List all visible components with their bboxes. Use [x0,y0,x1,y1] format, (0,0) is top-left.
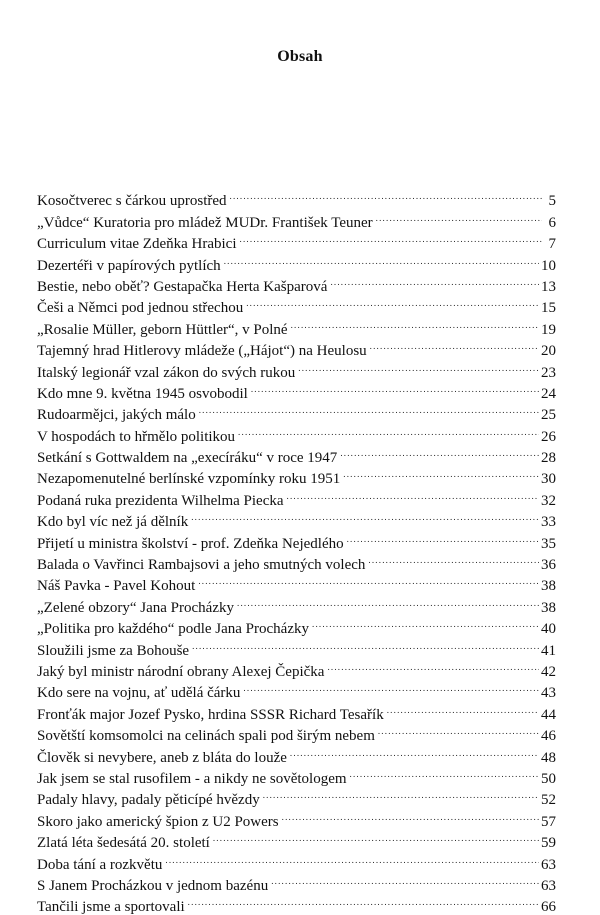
toc-entry-title: Italský legionář vzal zákon do svých rukou [37,364,296,381]
dot-leader [198,569,539,590]
dot-leader [238,419,539,440]
toc-entry-page: 10 [541,257,556,274]
toc-entry-title: Kdo mne 9. května 1945 osvobodil [37,385,248,402]
toc-entry-title: „Vůdce“ Kuratoria pro mládež MUDr. František Teuner [37,214,373,231]
dot-leader [240,227,542,248]
toc-entry-page: 33 [541,514,556,531]
toc-entry-title: „Politika pro každého“ podle Jana Procházky [37,621,309,638]
dot-leader [188,890,539,911]
toc-entry-title: Fronťák major Jozef Pysko, hrdina SSSR Richard Tesařík [37,706,384,723]
toc-entry-title: Člověk si nevybere, aneb z bláta do louže [37,749,287,766]
toc-entry-title: Češi a Němci pod jednou střechou [37,300,244,317]
dot-leader [230,184,542,205]
toc-entry-title: Sloužili jsme za Bohouše [37,642,190,659]
dot-leader [243,676,539,697]
toc-entry-page: 5 [548,193,556,210]
page-title: Obsah [277,48,323,65]
toc-entry-title: „Rosalie Müller, geborn Hüttler“, v Polné [37,321,288,338]
toc-entry-page: 59 [541,835,556,852]
dot-leader [312,612,539,633]
dot-leader [287,483,539,504]
toc-entry-title: Dezertéři v papírových pytlích [37,257,221,274]
dot-leader [376,205,542,226]
toc-entry-title: Bestie, nebo oběť? Gestapačka Herta Kašparová [37,278,328,295]
dot-leader [191,505,539,526]
toc-entry-page: 57 [541,813,556,830]
toc-entry-page: 50 [541,770,556,787]
toc-entry-title: Zlatá léta šedesátá 20. století [37,835,210,852]
toc-entry-page: 13 [541,278,556,295]
toc-entry [37,184,556,210]
toc-entry-page: 40 [541,621,556,638]
toc-entry-page: 20 [541,343,556,360]
dot-leader [213,826,539,847]
toc-entry-page: 30 [541,471,556,488]
toc-entry-page: 36 [541,557,556,574]
toc-entry-title: Tančili jsme a sportovali [37,899,185,915]
toc-entry-page: 26 [541,428,556,445]
toc-entry-page: 19 [541,321,556,338]
dot-leader [347,526,539,547]
toc-entry-title: Setkání s Gottwaldem na „execíráku“ v roce 1947 [37,450,338,467]
dot-leader [340,441,539,462]
toc-entry-title: Nezapomenutelné berlínské vzpomínky roku 1951 [37,471,341,488]
toc-entry-page: 66 [541,899,556,915]
toc-entry-page: 24 [541,385,556,402]
dot-leader [237,590,539,611]
toc-entry-page: 42 [541,663,556,680]
dot-leader [298,355,539,376]
toc-entry-page: 15 [541,300,556,317]
toc-entry-page: 25 [541,407,556,424]
toc-entry-title: Kdo sere na vojnu, ať udělá čárku [37,685,241,702]
toc-entry-page: 48 [541,749,556,766]
toc-entry-title: Balada o Vavřinci Rambajsovi a jeho smutných volech [37,557,366,574]
toc-entry-title: Sovětští komsomolci na celinách spali pod širým nebem [37,728,375,745]
toc-entry-title: Doba tání a rozkvětu [37,856,163,873]
dot-leader [263,783,539,804]
dot-leader [378,719,539,740]
dot-leader [165,847,539,868]
dot-leader [282,804,539,825]
toc-entry-page: 43 [541,685,556,702]
toc-entry-page: 28 [541,450,556,467]
toc-entry-title: S Janem Procházkou v jednom bazénu [37,877,269,894]
toc-entry-title: Náš Pavka - Pavel Kohout [37,578,196,595]
dot-leader [387,697,539,718]
toc-entry-page: 46 [541,728,556,745]
dot-leader [246,291,539,312]
toc-entry-title: Skoro jako americký špion z U2 Powers [37,813,279,830]
dot-leader [199,398,539,419]
dot-leader [192,633,539,654]
dot-leader [224,248,539,269]
toc-entry-title: Padaly hlavy, padaly pěticípé hvězdy [37,792,260,809]
toc-entry-title: „Zelené obzory“ Jana Procházky [37,599,234,616]
toc-entry-page: 44 [541,706,556,723]
toc-entry-page: 38 [541,599,556,616]
dot-leader [350,762,539,783]
toc-entry-title: Kosočtverec s čárkou uprostřed [37,193,227,210]
toc-entry-title: Rudoarmějci, jakých málo [37,407,196,424]
table-of-contents [37,184,556,915]
toc-entry-page: 6 [548,214,556,231]
dot-leader [330,270,539,291]
toc-entry-title: Kdo byl víc než já dělník [37,514,189,531]
toc-entry-page: 23 [541,364,556,381]
toc-entry-title: Jaký byl ministr národní obrany Alexej Čepička [37,663,325,680]
toc-entry-title: Tajemný hrad Hitlerovy mládeže („Hájot“) na Heulosu [37,343,367,360]
dot-leader [368,548,539,569]
toc-entry-page: 63 [541,877,556,894]
toc-entry-title: Jak jsem se stal rusofilem - a nikdy ne sovětologem [37,770,347,787]
toc-entry-page: 52 [541,792,556,809]
dot-leader [251,377,539,398]
toc-entry-page: 7 [548,236,556,253]
dot-leader [343,462,539,483]
toc-entry-page: 32 [541,492,556,509]
toc-entry-title: Přijetí u ministra školství - prof. Zdeňka Nejedlého [37,535,344,552]
toc-entry-page: 35 [541,535,556,552]
dot-leader [327,655,539,676]
toc-entry-page: 38 [541,578,556,595]
toc-entry-page: 63 [541,856,556,873]
dot-leader [370,334,539,355]
toc-entry-title: Podaná ruka prezidenta Wilhelma Piecka [37,492,284,509]
dot-leader [271,869,539,890]
toc-entry-title: Curriculum vitae Zdeňka Hrabici [37,236,237,253]
toc-entry-title: V hospodách to hřmělo politikou [37,428,236,445]
dot-leader [290,740,539,761]
dot-leader [291,312,539,333]
toc-entry-page: 41 [541,642,556,659]
